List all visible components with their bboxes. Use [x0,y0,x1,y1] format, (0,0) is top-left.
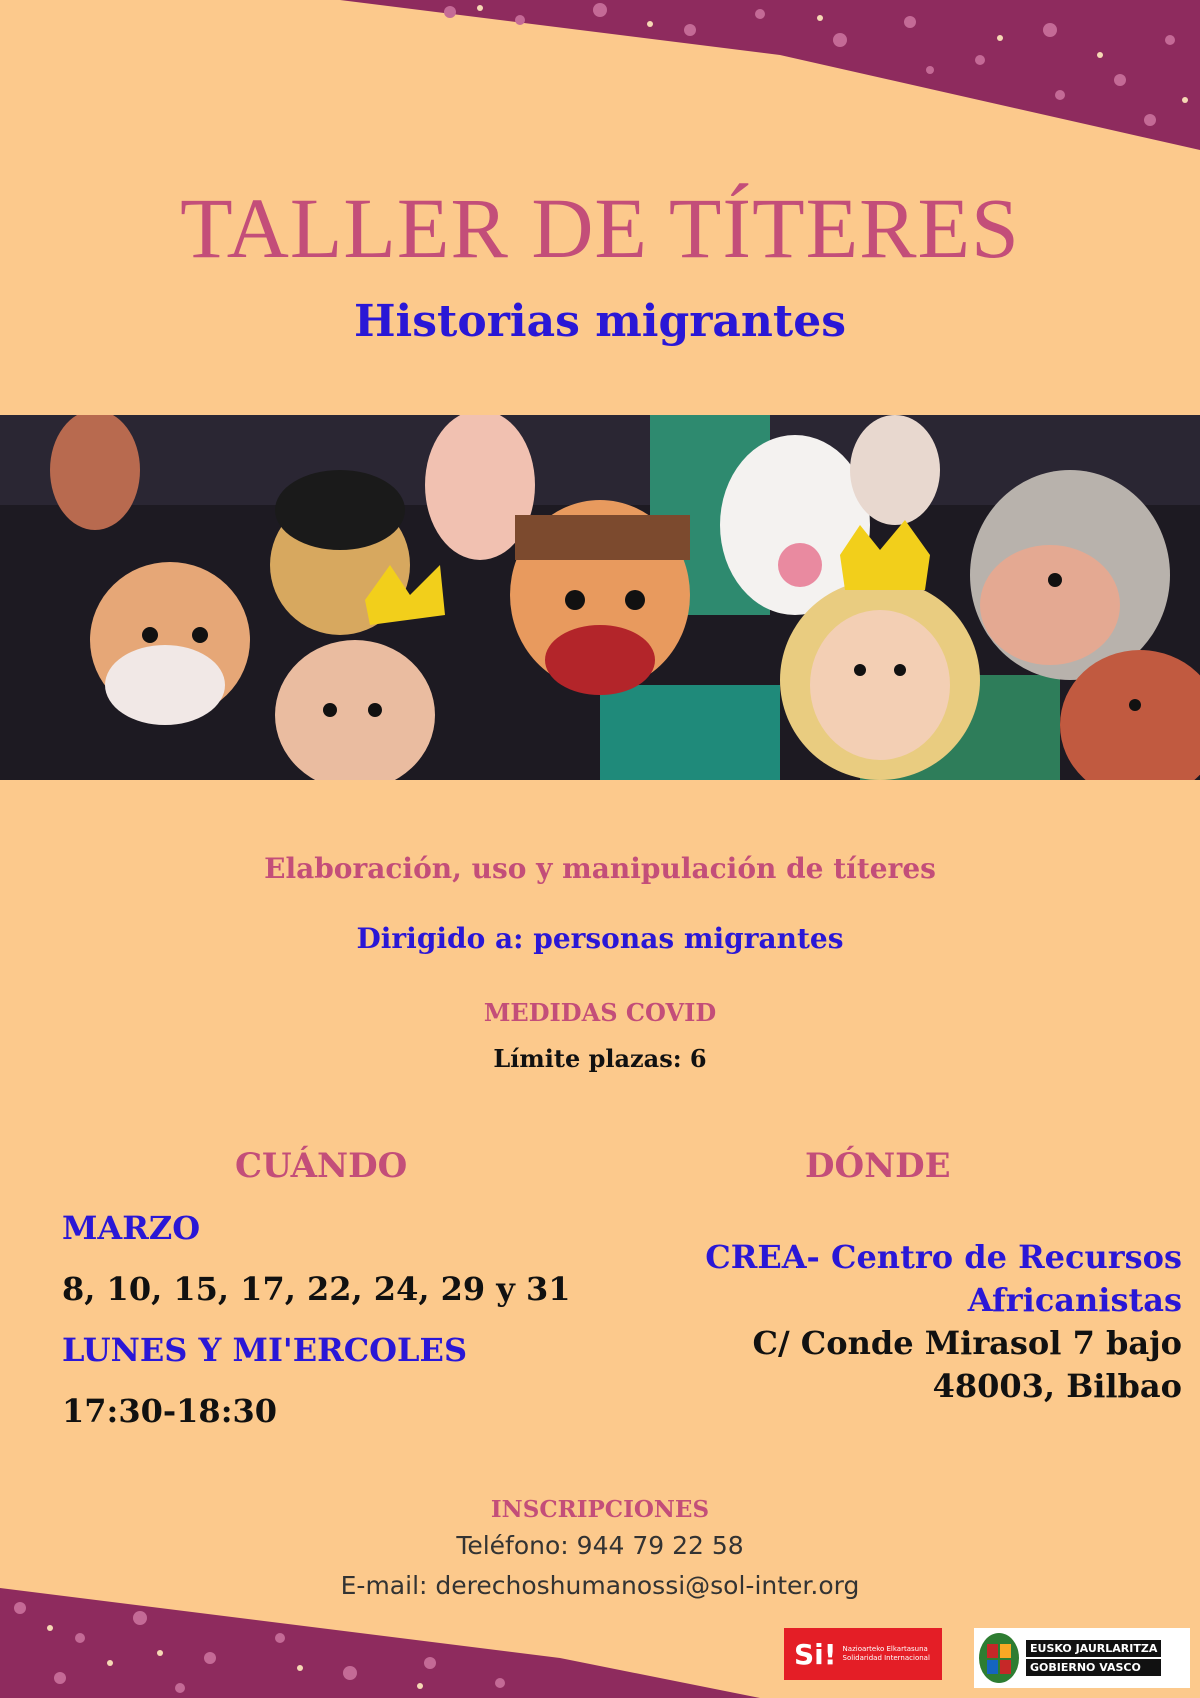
when-section [62,1206,571,1450]
time-text: 17:30-18:30 [62,1392,278,1430]
city-text: 48003, Bilbao [932,1367,1182,1405]
audience-text: Dirigido a: personas migrantes [356,922,844,955]
street-text: C/ Conde Mirasol 7 bajo [752,1324,1182,1362]
puppets-photo [0,415,1200,780]
ej-logo-line-1: EUSKO JAURLARITZA [1026,1640,1161,1657]
email-link[interactable]: E-mail: derechoshumanossi@sol-inter.org [340,1571,860,1600]
limit-text: Límite plazas: 6 [493,1044,707,1073]
covid-label: MEDIDAS COVID [483,998,717,1027]
page-title: TALLER DE TÍTERES [180,180,1020,276]
weekdays-text: LUNES Y MI'ERCOLES [62,1331,468,1369]
venue-line-1: CREA- Centro de Recursos [705,1238,1182,1276]
when-heading: CUÁNDO [235,1146,408,1186]
description-text: Elaboración, uso y manipulación de títeres [264,852,936,885]
coat-of-arms-icon [978,1632,1020,1684]
si-logo-line-2: Solidaridad Internacional [842,1654,930,1662]
page-subtitle: Historias migrantes [353,296,847,347]
venue-line-2: Africanistas [967,1281,1182,1319]
solidaridad-internacional-logo [784,1628,942,1680]
where-section [622,1236,1182,1408]
si-logo-line-1: Nazioarteko Elkartasuna [842,1645,928,1653]
ej-logo-line-2: GOBIERNO VASCO [1026,1659,1161,1676]
glitter-top-decoration [0,0,1200,160]
gobierno-vasco-logo [974,1628,1190,1688]
si-logo-mark: Si! [794,1637,837,1671]
phone-text: Teléfono: 944 79 22 58 [456,1531,744,1560]
registration-heading: INSCRIPCIONES [490,1496,710,1523]
where-heading: DÓNDE [805,1146,951,1186]
days-text: 8, 10, 15, 17, 22, 24, 29 y 31 [62,1270,571,1308]
gobierno-vasco-text [1026,1638,1161,1678]
si-logo-text [843,1645,930,1663]
month-text: MARZO [62,1209,201,1247]
